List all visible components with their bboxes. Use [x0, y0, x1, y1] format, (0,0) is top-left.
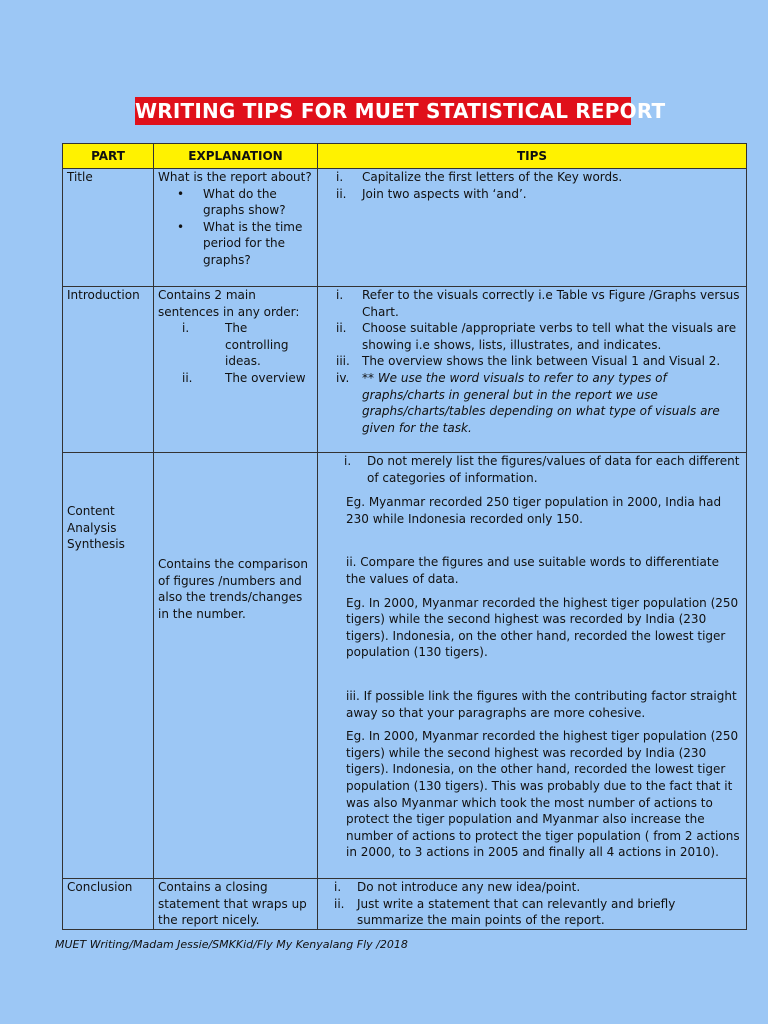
list-item: ii. Choose suitable /appropriate verbs to tell what the visuals are showing i.e shows, lists, illustrates, and indicates. — [336, 321, 737, 352]
tips-list — [322, 453, 742, 486]
list-item: i. Refer to the visuals correctly i.e Table vs Figure /Graphs versus Chart. — [336, 288, 740, 319]
part-content: Content Analysis Synthesis — [63, 453, 154, 879]
table-row — [63, 453, 747, 879]
header-tips: TIPS — [318, 144, 747, 169]
tips-content — [318, 453, 747, 879]
tip-text: iii. If possible link the figures with the contributing factor straight away so that your paragraphs are more cohesive. — [346, 688, 737, 720]
part-introduction: Introduction — [63, 287, 154, 453]
explanation-introduction — [154, 287, 318, 453]
explanation-title — [154, 169, 318, 287]
header-part: PART — [63, 144, 154, 169]
bullet-icon: • — [176, 186, 185, 201]
list-item: ii. Join two aspects with ‘and’. — [336, 186, 527, 201]
tips-table — [62, 143, 747, 930]
explanation-text: What is the report about? — [158, 170, 312, 184]
table-row — [63, 169, 747, 287]
tips-conclusion — [318, 879, 747, 930]
tips-list — [322, 287, 742, 436]
explanation-text: Contains the comparison of figures /numbers and also the trends/changes in the number. — [158, 557, 308, 621]
explanation-list — [158, 320, 313, 386]
explanation-list — [158, 186, 313, 269]
tips-list — [322, 169, 742, 202]
example-text: Eg. In 2000, Myanmar recorded the highest tiger population (250 tigers) while the second highest was recorded by India (230 tigers). Indonesia, on the other hand, recorded the lowest tiger population (130 tigers). — [346, 595, 739, 660]
part-title: Title — [63, 169, 154, 287]
list-item: i. Do not merely list the figures/values of data for each different of categories of information. — [344, 454, 740, 485]
page-title: WRITING TIPS FOR MUET STATISTICAL REPORT — [135, 99, 666, 123]
example-text: Eg. In 2000, Myanmar recorded the highest tiger population (250 tigers) while the second highest was recorded by India (230 tigers). Indonesia, on the other hand, recorded the lowest tiger population (130 tigers). This was probably due to the fact that it was also Myanmar which took the most number of actions to protect the tiger population and Myanmar also increase the number of actions to protect the tiger population ( from 2 actions in 2000, to 3 actions in 2005 and finally all 4 actions in 2010). — [346, 729, 740, 860]
tips-introduction — [318, 287, 747, 453]
list-item: • What is the time period for the graphs? — [158, 219, 313, 269]
header-row — [63, 144, 747, 169]
table-row — [63, 879, 747, 930]
table-row — [63, 287, 747, 453]
footer-credit: MUET Writing/Madam Jessie/SMKKid/Fly My Kenyalang Fly /2018 — [55, 938, 408, 951]
explanation-conclusion: Contains a closing statement that wraps up the report nicely. — [154, 879, 318, 930]
list-item: i. The controlling ideas. — [182, 321, 289, 369]
list-item: iv. ** We use the word visuals to refer to any types of graphs/charts in general but in the report we use graphs/charts/tables depending on what type of visuals are given for the task. — [336, 370, 720, 435]
tips-title — [318, 169, 747, 287]
explanation-content — [154, 453, 318, 879]
example-text: Eg. Myanmar recorded 250 tiger population in 2000, India had 230 while Indonesia recorded only 150. — [346, 495, 722, 526]
list-item: • What do the graphs show? — [158, 186, 313, 219]
tip-text: ii. Compare the figures and use suitable words to differentiate the values of data. — [346, 555, 719, 586]
header-explanation: EXPLANATION — [154, 144, 318, 169]
list-item: iii. The overview shows the link between Visual 1 and Visual 2. — [336, 354, 721, 369]
explanation-text: Contains 2 main sentences in any order: — [158, 288, 300, 319]
list-item: i. Do not introduce any new idea/point. — [334, 880, 581, 894]
bullet-icon: • — [176, 219, 185, 234]
list-item: ii. Just write a statement that can relevantly and briefly summarize the main points of the report. — [334, 896, 676, 928]
list-item: i. Capitalize the first letters of the Key words. — [336, 170, 623, 184]
tips-list — [312, 879, 742, 929]
part-conclusion: Conclusion — [63, 879, 154, 930]
list-item: ii. The overview — [182, 370, 306, 385]
